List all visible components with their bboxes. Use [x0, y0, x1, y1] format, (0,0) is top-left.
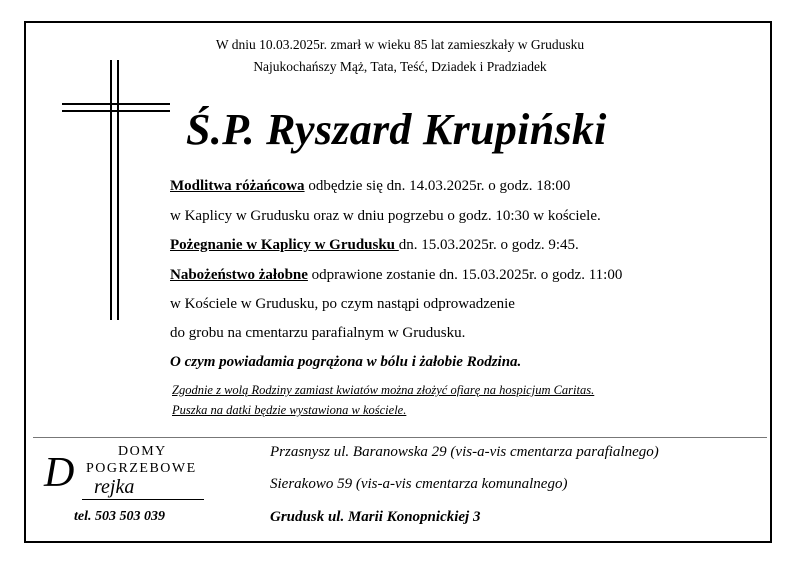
- death-announcement-line: W dniu 10.03.2025r. zmarł w wieku 85 lat zamieszkały w Grudusku: [215, 37, 585, 52]
- deceased-name: Ś.P. Ryszard Krupiński: [186, 105, 607, 154]
- rosary-label: Modlitwa różańcowa: [170, 178, 305, 194]
- rosary-line-2: w Kaplicy w Grudusku oraz w dniu pogrzebu o godz. 10:30 w kościele.: [170, 208, 601, 224]
- rosary-line: [170, 178, 570, 195]
- logo-text-domy: DOMY: [118, 444, 167, 459]
- farewell-label: Pożegnanie w Kaplicy w Grudusku: [170, 237, 399, 253]
- farewell-line: [170, 237, 579, 254]
- cross-icon: [110, 60, 112, 320]
- logo-underline: [82, 499, 204, 500]
- farewell-text: dn. 15.03.2025r. o godz. 9:45.: [398, 237, 579, 253]
- rosary-text: odbędzie się dn. 14.03.2025r. o godz. 18:00: [304, 178, 571, 194]
- donation-box-note: Puszka na datki będzie wystawiona w kościele.: [172, 403, 407, 417]
- cross-icon-bar-2: [62, 110, 170, 112]
- logo-name: rejka: [94, 476, 135, 498]
- mass-text: odprawione zostanie dn. 15.03.2025r. o godz. 11:00: [307, 267, 623, 283]
- mass-line-2: w Kościele w Grudusku, po czym nastąpi odprowadzenie: [170, 296, 515, 312]
- mass-line: [170, 267, 622, 284]
- cross-icon-line: [117, 60, 119, 320]
- mass-line-3: do grobu na cmentarzu parafialnym w Grudusku.: [170, 325, 466, 341]
- mass-label: Nabożeństwo żałobne: [170, 267, 308, 283]
- cross-icon-bar: [62, 103, 170, 105]
- separator-line: [33, 437, 767, 438]
- closing-statement: O czym powiadamia pogrążona w bólu i żałobie Rodzina.: [170, 354, 522, 370]
- address-grudusk: Grudusk ul. Marii Konopnickiej 3: [270, 509, 481, 525]
- family-relation-line: Najukochańszy Mąż, Tata, Teść, Dziadek i Pradziadek: [253, 59, 547, 74]
- donation-note: Zgodnie z wolą Rodziny zamiast kwiatów można złożyć ofiarę na hospicjum Caritas.: [172, 383, 595, 397]
- logo-text-pogrzebowe: POGRZEBOWE: [86, 461, 197, 476]
- phone-number: tel. 503 503 039: [74, 509, 165, 524]
- logo-initial: D: [44, 450, 75, 496]
- address-sierakowo: Sierakowo 59 (vis-a-vis cmentarza komunalnego): [270, 476, 568, 492]
- address-przasnysz: Przasnysz ul. Baranowska 29 (vis-a-vis cmentarza parafialnego): [270, 444, 659, 460]
